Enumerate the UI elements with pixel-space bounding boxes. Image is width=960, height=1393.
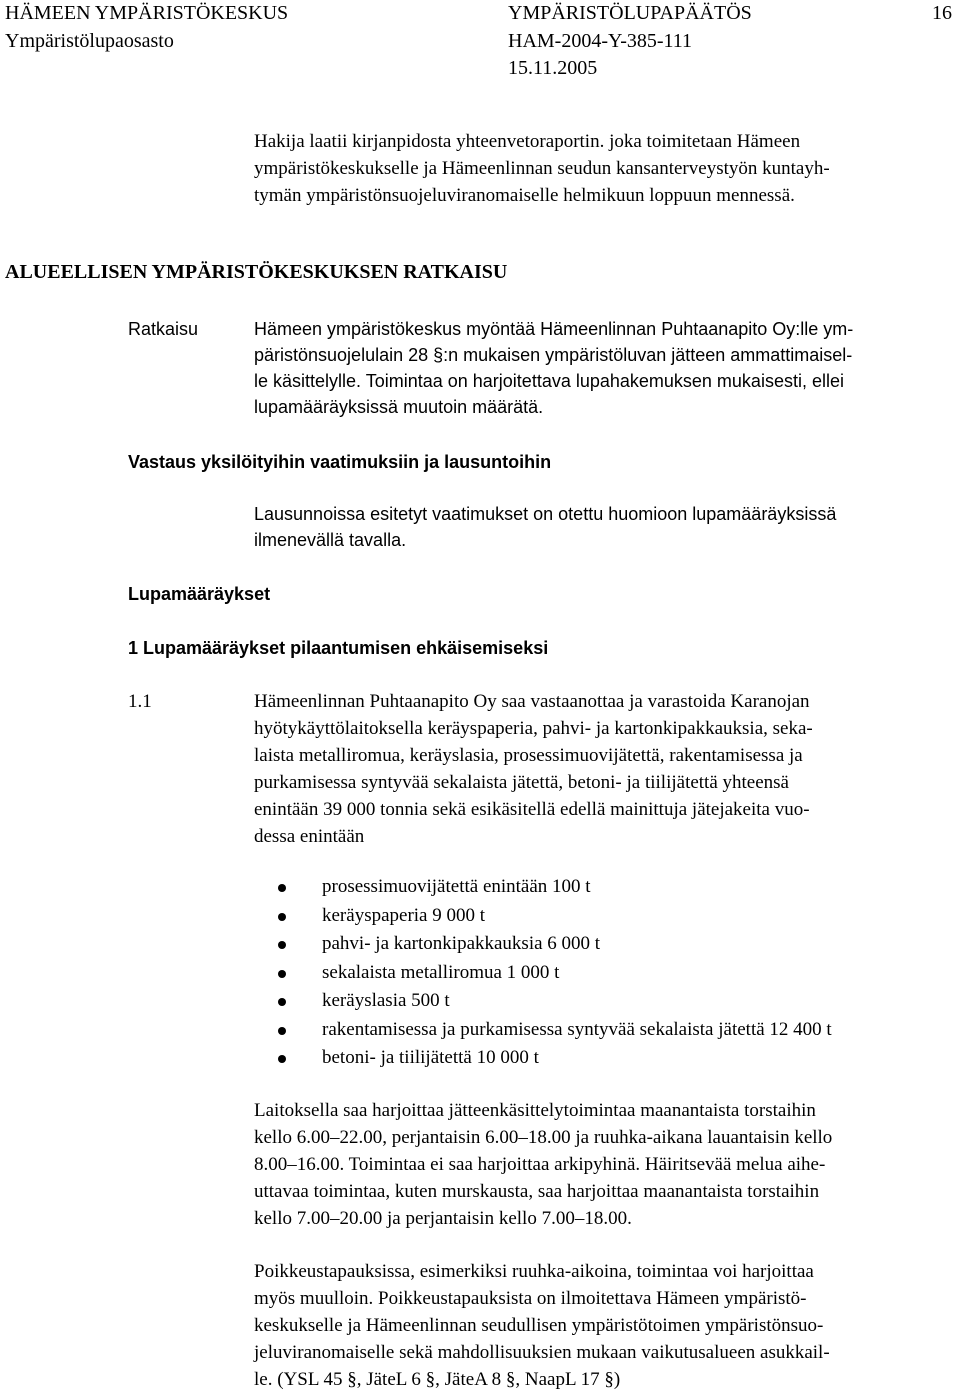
- list-item: pahvi- ja kartonkipakkauksia 6 000 t: [256, 930, 832, 959]
- paragraph-line: kello 7.00–20.00 ja perjantaisin kello 7.00–18.00.: [254, 1208, 632, 1229]
- paragraph-line: keskukselle ja Hämeenlinnan seudullisen ympäristötoimen ympäristönsuo-: [254, 1315, 824, 1336]
- page-number: 16: [932, 2, 952, 24]
- item-line: hyötykäyttölaitoksella keräyspaperia, pahvi- ja kartonkipakkauksia, seka-: [254, 718, 813, 739]
- paragraph-line: myös muulloin. Poikkeustapauksista on ilmoitettava Hämeen ympäristö-: [254, 1288, 807, 1309]
- header-doc-number: HAM-2004-Y-385-111: [508, 30, 693, 52]
- ratkaisu-line: päristönsuojelulain 28 §:n mukaisen ympäristöluvan jätteen ammattimaisel-: [254, 345, 853, 365]
- bullet-icon: [278, 998, 286, 1006]
- header-dept: Ympäristölupaosasto: [5, 30, 174, 52]
- list-item: rakentamisessa ja purkamisessa syntyvää sekalaista jätettä 12 400 t: [256, 1016, 832, 1045]
- bullet-icon: [278, 970, 286, 978]
- vastaus-line: ilmenevällä tavalla.: [254, 530, 407, 550]
- paragraph-line: uttavaa toimintaa, kuten murskausta, saa harjoittaa maanantaista torstaihin: [254, 1181, 820, 1202]
- list-item: prosessimuovijätettä enintään 100 t: [256, 873, 832, 902]
- ratkaisu-paragraph: [254, 316, 853, 420]
- paragraph-line: jeluviranomaiselle sekä mahdollisuuksien mukaan vaikutusalueen asukkail-: [254, 1342, 830, 1363]
- list-item: keräyslasia 500 t: [256, 987, 832, 1016]
- list-item: sekalaista metalliromua 1 000 t: [256, 959, 832, 988]
- paragraph-line: le. (YSL 45 §, JäteL 6 §, JäteA 8 §, NaapL 17 §): [254, 1369, 621, 1390]
- header-doc-type: YMPÄRISTÖLUPAPÄÄTÖS: [508, 2, 752, 24]
- bullet-icon: [278, 1055, 286, 1063]
- bullet-list: [256, 873, 832, 1073]
- lupamaaraykset-heading: Lupamääräykset: [128, 584, 271, 604]
- item-line: dessa enintään: [254, 826, 365, 847]
- bullet-icon: [278, 913, 286, 921]
- paragraph-line: 8.00–16.00. Toimintaa ei saa harjoittaa arkipyhinä. Häiritsevää melua aihe-: [254, 1154, 826, 1175]
- operating-hours-paragraph: [254, 1097, 832, 1232]
- bullet-icon: [278, 941, 286, 949]
- ratkaisu-line: Hämeen ympäristökeskus myöntää Hämeenlinnan Puhtaanapito Oy:lle ym-: [254, 319, 854, 339]
- vastaus-line: Lausunnoissa esitetyt vaatimukset on otettu huomioon lupamääräyksissä: [254, 504, 837, 524]
- paragraph-line: kello 6.00–22.00, perjantaisin 6.00–18.00 ja ruuhka-aikana lauantaisin kello: [254, 1127, 833, 1148]
- list-item: betoni- ja tiilijätettä 10 000 t: [256, 1044, 832, 1073]
- bullet-icon: [278, 884, 286, 892]
- paragraph-line: Laitoksella saa harjoittaa jätteenkäsittelytoimintaa maanantaista torstaihin: [254, 1100, 816, 1121]
- vastaus-heading: Vastaus yksilöityihin vaatimuksiin ja lausuntoihin: [128, 452, 552, 472]
- intro-paragraph: [254, 128, 830, 209]
- item-line: laista metalliromua, keräyslasia, prosessimuovijätettä, rakentamisessa ja: [254, 745, 803, 766]
- exceptions-paragraph: [254, 1258, 830, 1393]
- intro-line: Hakija laatii kirjanpidosta yhteenvetoraportin. joka toimitetaan Hämeen: [254, 131, 801, 152]
- header-date: 15.11.2005: [508, 57, 598, 79]
- ratkaisu-line: le käsittelylle. Toimintaa on harjoitettava lupahakemuksen mukaisesti, ellei: [254, 371, 844, 391]
- paragraph-line: Poikkeustapauksissa, esimerkiksi ruuhka-aikoina, toimintaa voi harjoittaa: [254, 1261, 814, 1282]
- header-org: HÄMEEN YMPÄRISTÖKESKUS: [5, 2, 289, 24]
- subsection-heading: 1 Lupamääräykset pilaantumisen ehkäisemiseksi: [128, 638, 549, 658]
- item-line: purkamisessa syntyvää sekalaista jätettä, betoni- ja tiilijätettä yhteensä: [254, 772, 789, 793]
- item-paragraph: [254, 688, 813, 850]
- intro-line: tymän ympäristönsuojeluviranomaiselle helmikuun loppuun mennessä.: [254, 185, 795, 206]
- list-item: keräyspaperia 9 000 t: [256, 902, 832, 931]
- section-title: ALUEELLISEN YMPÄRISTÖKESKUKSEN RATKAISU: [5, 261, 508, 283]
- ratkaisu-label: Ratkaisu: [128, 319, 199, 339]
- vastaus-paragraph: [254, 501, 836, 553]
- item-line: enintään 39 000 tonnia sekä esikäsitellä edellä mainittuja jätejakeita vuo-: [254, 799, 810, 820]
- bullet-icon: [278, 1027, 286, 1035]
- item-line: Hämeenlinnan Puhtaanapito Oy saa vastaanottaa ja varastoida Karanojan: [254, 691, 810, 712]
- item-number: 1.1: [128, 691, 152, 712]
- intro-line: ympäristökeskukselle ja Hämeenlinnan seudun kansanterveystyön kuntayh-: [254, 158, 830, 179]
- ratkaisu-line: lupamääräyksissä muutoin määrätä.: [254, 397, 544, 417]
